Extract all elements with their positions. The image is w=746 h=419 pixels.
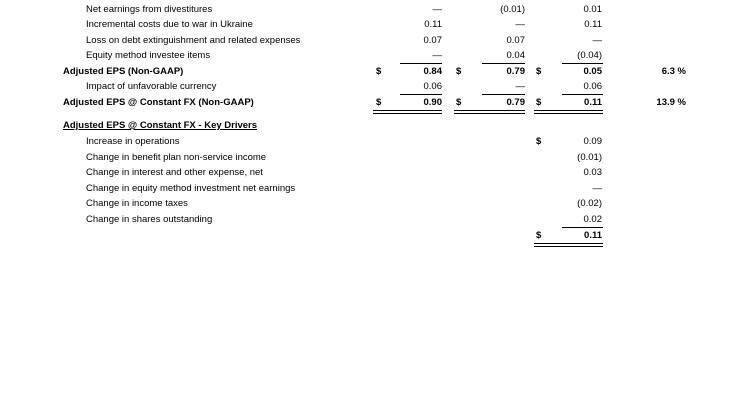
table-row (0, 2, 746, 17)
row-value-col3: (0.04) (577, 50, 602, 61)
fx-impact-row (0, 79, 746, 94)
driver-label: Change in interest and other expense, net (86, 167, 263, 178)
row-value-col3: — (592, 35, 602, 46)
driver-label: Change in equity method investment net earnings (86, 183, 296, 194)
total-double-rule (373, 110, 442, 114)
drivers-total-row (0, 228, 746, 243)
fx-impact-col3: 0.06 (583, 81, 602, 92)
driver-label: Change in shares outstanding (86, 214, 213, 225)
row-label: Equity method investee items (86, 50, 211, 61)
total-double-rule (534, 110, 603, 114)
driver-label: Increase in operations (86, 136, 180, 147)
driver-value: — (592, 183, 602, 194)
currency-symbol: $ (376, 66, 382, 77)
list-item (0, 150, 746, 165)
row-value-col1: — (432, 4, 442, 15)
row-label: Loss on debt extinguishment and related expenses (86, 35, 301, 46)
row-label: Net earnings from divestitures (86, 4, 213, 15)
adjusted-eps-col3: 0.05 (583, 66, 602, 77)
adjusted-eps-cfx-label: Adjusted EPS @ Constant FX (Non-GAAP) (63, 97, 254, 108)
row-value-col1: 0.07 (423, 35, 442, 46)
fx-impact-col2: — (515, 81, 525, 92)
driver-value: (0.01) (577, 152, 602, 163)
currency-symbol: $ (376, 97, 382, 108)
list-item (0, 212, 746, 227)
row-label: Incremental costs due to war in Ukraine (86, 19, 253, 30)
driver-value: (0.02) (577, 198, 602, 209)
row-value-col3: 0.01 (583, 4, 602, 15)
fx-impact-col1: 0.06 (423, 81, 442, 92)
table-row (0, 48, 746, 63)
driver-label: Change in benefit plan non-service income (86, 152, 267, 163)
adjusted-eps-cfx-col1: 0.90 (423, 97, 442, 108)
row-value-col2: 0.04 (506, 50, 525, 61)
list-item (0, 181, 746, 196)
adjusted-eps-col1: 0.84 (423, 66, 442, 77)
currency-symbol: $ (536, 136, 542, 147)
list-item (0, 196, 746, 211)
drivers-total-value: 0.11 (584, 230, 602, 241)
table-row (0, 17, 746, 32)
adjusted-eps-col2: 0.79 (506, 66, 525, 77)
currency-symbol: $ (456, 66, 462, 77)
adjusted-eps-label: Adjusted EPS (Non-GAAP) (63, 66, 184, 77)
adjusted-eps-cfx-col3: 0.11 (584, 97, 602, 108)
list-item (0, 134, 746, 149)
total-double-rule (454, 110, 525, 114)
row-value-col2: 0.07 (506, 35, 525, 46)
list-item (0, 165, 746, 180)
row-value-col1: — (432, 50, 442, 61)
currency-symbol: $ (536, 230, 542, 241)
currency-symbol: $ (536, 66, 542, 77)
row-value-col2: — (515, 19, 525, 30)
fx-impact-label: Impact of unfavorable currency (86, 81, 217, 92)
adjusted-eps-row (0, 64, 746, 79)
key-drivers-heading: Adjusted EPS @ Constant FX - Key Drivers (63, 120, 258, 131)
adjusted-eps-cfx-row (0, 95, 746, 110)
total-double-rule (534, 243, 603, 247)
row-value-col3: 0.11 (584, 19, 602, 30)
driver-value: 0.09 (583, 136, 602, 147)
currency-symbol: $ (536, 97, 542, 108)
row-value-col1: 0.11 (424, 19, 442, 30)
driver-value: 0.03 (583, 167, 602, 178)
driver-label: Change in income taxes (86, 198, 188, 209)
table-row (0, 33, 746, 48)
adjusted-eps-pct: 6.3 % (661, 66, 686, 77)
row-value-col2: (0.01) (500, 4, 525, 15)
adjusted-eps-cfx-pct: 13.9 % (656, 97, 686, 108)
driver-value: 0.02 (583, 214, 602, 225)
adjusted-eps-cfx-col2: 0.79 (506, 97, 525, 108)
currency-symbol: $ (456, 97, 462, 108)
